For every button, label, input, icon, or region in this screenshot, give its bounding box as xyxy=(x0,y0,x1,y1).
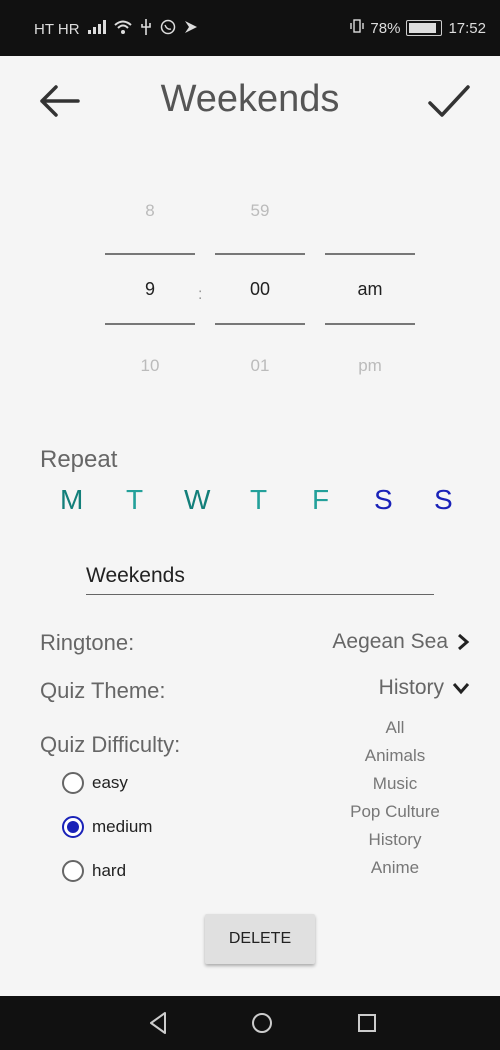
status-left xyxy=(34,19,198,39)
quiz-difficulty-label: Quiz Difficulty: xyxy=(40,732,181,757)
check-icon xyxy=(424,76,474,126)
wifi-icon xyxy=(114,20,132,38)
square-recents-icon xyxy=(352,1008,382,1038)
day-monday[interactable]: M xyxy=(60,484,84,515)
ringtone-label: Ringtone: xyxy=(40,630,135,655)
nav-back-button[interactable] xyxy=(143,1008,173,1038)
minute-next[interactable]: 01 xyxy=(250,356,270,375)
usb-icon xyxy=(140,19,152,39)
day-wednesday[interactable]: W xyxy=(184,484,211,515)
status-right xyxy=(350,19,486,37)
play-flag-icon xyxy=(184,20,198,38)
theme-option[interactable]: Anime xyxy=(370,858,420,877)
ampm-wheel[interactable] xyxy=(325,196,415,381)
minute-selected[interactable]: 00 xyxy=(249,279,271,299)
carrier-label: HT HR xyxy=(34,20,80,38)
day-thursday[interactable]: T xyxy=(250,484,268,515)
radio-hard[interactable] xyxy=(62,860,84,882)
chevron-right-icon xyxy=(456,633,470,651)
vibrate-icon xyxy=(350,19,364,37)
radio-label-easy: easy xyxy=(92,773,128,792)
confirm-button[interactable] xyxy=(424,76,474,126)
hour-wheel[interactable] xyxy=(105,196,195,381)
time-separator: : xyxy=(198,286,203,303)
difficulty-medium[interactable] xyxy=(62,816,152,838)
quiz-theme-value: History xyxy=(378,676,444,699)
radio-label-hard: hard xyxy=(92,861,127,880)
triangle-back-icon xyxy=(143,1008,173,1038)
ringtone-value: Aegean Sea xyxy=(332,630,448,653)
quiz-theme-options xyxy=(330,714,460,882)
delete-button[interactable]: DELETE xyxy=(205,914,315,964)
quiz-theme-dropdown[interactable] xyxy=(379,676,470,700)
nav-recents-button[interactable] xyxy=(352,1008,382,1038)
page-title: Weekends xyxy=(160,78,340,120)
clock: 17:52 xyxy=(448,19,486,37)
battery-percent: 78% xyxy=(370,19,401,37)
theme-option[interactable]: All xyxy=(385,718,405,737)
hour-prev[interactable]: 8 xyxy=(145,201,155,220)
theme-option[interactable]: Animals xyxy=(364,746,426,765)
ringtone-selector[interactable] xyxy=(332,630,470,654)
radio-easy[interactable] xyxy=(62,772,84,794)
hour-next[interactable]: 10 xyxy=(140,356,160,375)
radio-medium[interactable] xyxy=(62,816,84,838)
day-saturday[interactable]: S xyxy=(374,484,393,515)
whatsapp-icon xyxy=(160,19,176,39)
navigation-bar xyxy=(0,996,500,1050)
theme-option[interactable]: Music xyxy=(372,774,418,793)
day-friday[interactable]: F xyxy=(312,484,330,515)
repeat-label: Repeat xyxy=(40,446,118,473)
theme-option[interactable]: History xyxy=(368,830,422,849)
battery-icon xyxy=(406,20,442,36)
day-sunday[interactable]: S xyxy=(434,484,453,515)
time-picker[interactable] xyxy=(0,190,500,400)
quiz-theme-label: Quiz Theme: xyxy=(40,678,166,703)
chevron-down-icon xyxy=(452,681,470,695)
signal-icon xyxy=(88,20,106,38)
day-tuesday[interactable]: T xyxy=(126,484,144,515)
ampm-prev[interactable] xyxy=(325,196,415,226)
repeat-days xyxy=(40,484,480,524)
radio-label-medium: medium xyxy=(92,817,153,836)
difficulty-hard[interactable] xyxy=(62,860,126,882)
ampm-next[interactable]: pm xyxy=(358,356,382,375)
alarm-name-input[interactable] xyxy=(86,558,434,595)
minute-prev[interactable]: 59 xyxy=(250,201,270,220)
ampm-selected[interactable]: am xyxy=(357,279,383,299)
circle-home-icon xyxy=(247,1008,277,1038)
theme-option[interactable]: Pop Culture xyxy=(350,802,440,821)
difficulty-easy[interactable] xyxy=(62,772,128,794)
hour-selected[interactable]: 9 xyxy=(144,279,155,299)
nav-home-button[interactable] xyxy=(247,1008,277,1038)
minute-wheel[interactable] xyxy=(215,196,305,381)
app-bar xyxy=(0,56,500,146)
status-bar xyxy=(0,0,500,56)
